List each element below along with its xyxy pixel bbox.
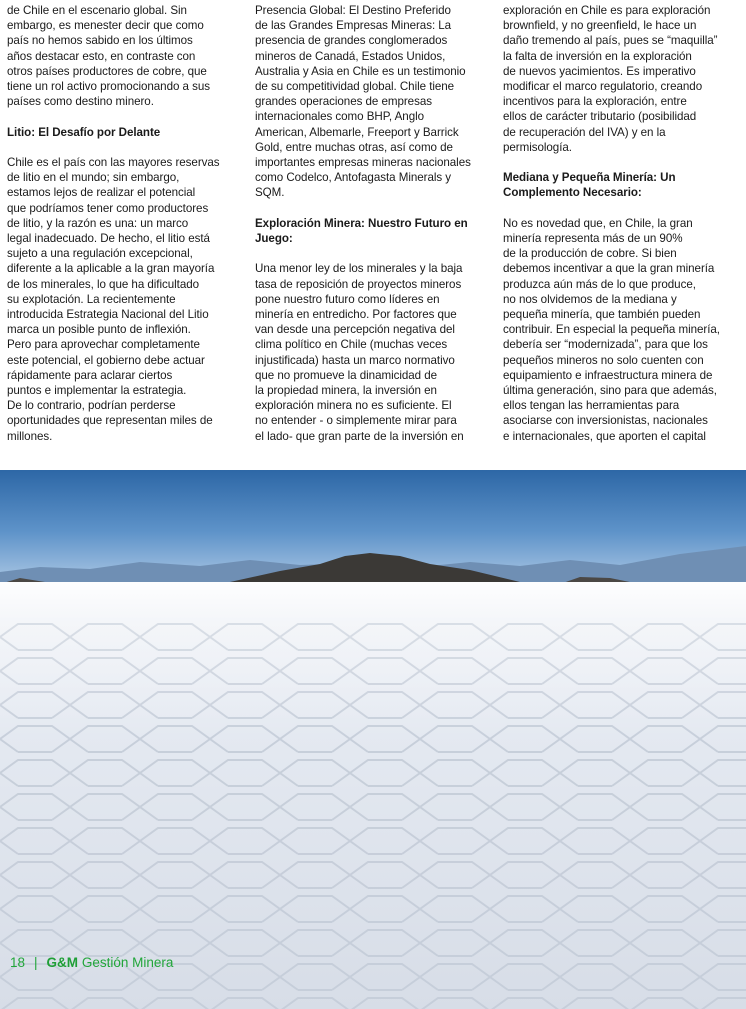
section-heading-exploration: Exploración Minera: Nuestro Futuro en Juego: — [255, 216, 468, 246]
text-column-1 — [7, 3, 239, 444]
section-heading-lithium: Litio: El Desafío por Delante — [7, 125, 161, 139]
salt-flat-photo — [0, 470, 746, 1009]
paragraph: Presencia Global: El Destino Preferido de las Grandes Empresas Mineras: La presencia de grandes conglomerados mineros de Canadá, Estados Unidos, Australia y Asia en Chile es un testimonio de su competitividad global. Chile tiene grandes operaciones de empresas internacionales como BHP, Anglo American, Albemarle, Freeport y Barrick Gold, entre muchas otras, así como de importantes empresas mineras nacionales como Codelco, Antofagasta Minerals y SQM. — [255, 4, 471, 200]
section-heading-mining: Mediana y Pequeña Minería: Un Complemento Necesario: — [503, 171, 676, 200]
paragraph: Chile es el país con las mayores reservas de litio en el mundo; sin embargo, estamos lejos de realizar el potencial que podríamos tener como productores de litio, y la razón es una: un marco legal inadecuado. De hecho, el litio está sujeto a una regulación excepcional, diferente a la aplicable a la gran mayoría de los minerales, lo que ha dificultado su explotación. La recientemente introducida Estrategia Nacional del Litio marca un posible punto de inflexión. Pero para aprovechar completamente este potencial, el gobierno debe actuar rápidamente para aclarar ciertos puntos e implementar la estrategia. De lo contrario, podrían perderse oportunidades que representan miles de millones. — [7, 156, 220, 443]
article-text — [0, 0, 746, 460]
page-footer — [10, 955, 173, 971]
brand-logo-text: G&M — [46, 955, 79, 970]
paragraph: de Chile en el escenario global. Sin embargo, es menester decir que como país no hemos sabido en los últimos años destacar esto, en contraste con otros países productores de cobre, que tiene un rol activo promocionando a sus países como destino minero. — [7, 4, 210, 109]
text-column-2 — [255, 3, 487, 444]
page-number: 18 — [10, 955, 26, 970]
paragraph: No es novedad que, en Chile, la gran minería representa más de un 90% de la producción de cobre. Si bien debemos incentivar a que la gran minería produzca aún más de lo que produce, no nos olvidemos de la mediana y pequeña minería, que también pueden contribuir. En especial la pequeña minería, debería ser “modernizada”, para que los pequeños mineros no solo cuenten con equipamiento e infraestructura minera de última generación, sino para que además, ellos tengan las herramientas para asociarse con inversionistas, nacionales e internacionales, que aporten el capital — [503, 216, 720, 443]
paragraph: Una menor ley de los minerales y la baja tasa de reposición de proyectos mineros pone nuestro futuro como líderes en minería en entredicho. Por factores que van desde una percepción negativa del clima político en Chile (muchas veces injustificada) hasta un marco normativo que no promueve la dinamicidad de la propiedad minera, la inversión en exploración minera no es suficiente. El no entender - o simplemente mirar para el lado- que gran parte de la inversión en — [255, 262, 464, 443]
salt-flat-illustration — [0, 470, 746, 1009]
magazine-name: Gestión Minera — [81, 955, 174, 970]
paragraph: exploración en Chile es para exploración brownfield, y no greenfield, le hace un daño tremendo al país, pues se “maquilla” la falta de inversión en la exploración de nuevos yacimientos. Es imperativo modificar el marco regulatorio, creando incentivos para la exploración, entre ellos de carácter tributario (posibilidad de recuperación del IVA) y en la permisología. — [503, 4, 718, 154]
footer-separator: | — [34, 955, 38, 970]
text-column-3 — [503, 3, 735, 444]
